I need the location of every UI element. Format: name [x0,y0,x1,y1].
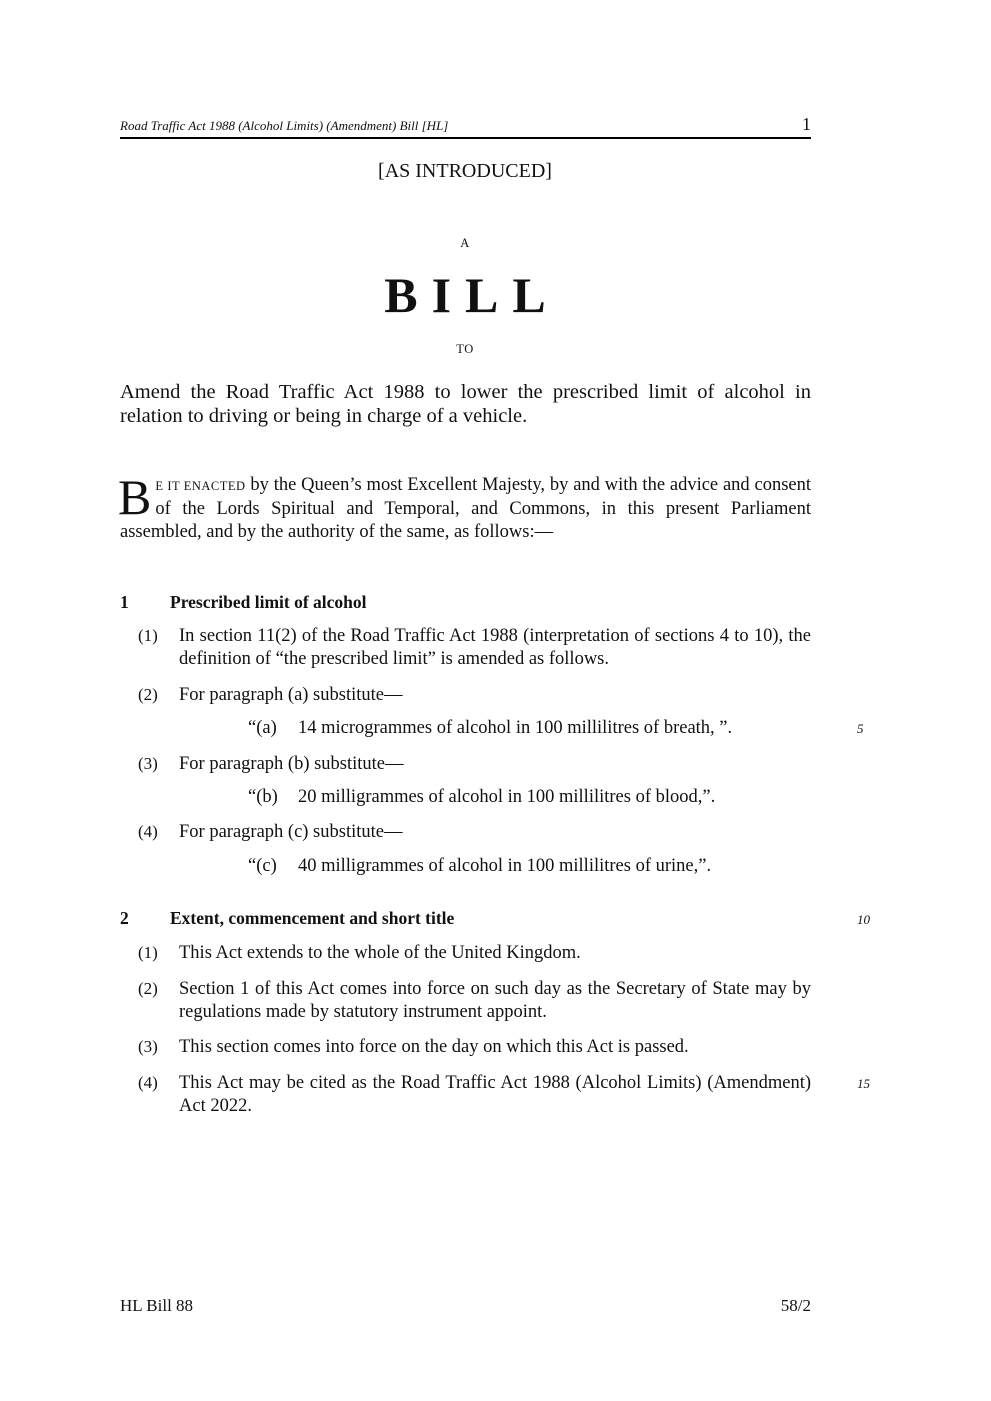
subsection-text: For paragraph (b) substitute— [179,754,404,774]
title-a: A [460,236,470,250]
subsection-number: (4) [138,1073,158,1092]
drop-cap: B [118,469,152,525]
section-2-heading: Extent, commencement and short title [170,908,455,928]
quoted-text: 40 milligrammes of alcohol in 100 millilitres of urine,”. [298,856,712,876]
enacting-small-caps: E IT ENACTED [155,479,246,493]
header-rule [120,137,811,139]
quote-label: “(b) [248,787,278,807]
line-number: 10 [857,912,870,927]
subsection-text: This section comes into force on the day on which this Act is passed. [179,1037,689,1057]
subsection-text: This Act may be cited as the Road Traffic Act 1988 (Alcohol Limits) (Amendment) Act 2022. [179,1073,811,1116]
section-1-heading: Prescribed limit of alcohol [170,592,367,612]
subsection-number: (4) [138,822,158,841]
subsection-number: (1) [138,626,158,645]
running-header: Road Traffic Act 1988 (Alcohol Limits) (Amendment) Bill [HL] [120,118,449,133]
subsection-number: (2) [138,979,158,998]
subsection-text: Section 1 of this Act comes into force on such day as the Secretary of State may by regulations made by statutory instrument appoint. [179,979,811,1022]
enacting-formula [118,469,811,544]
print-number: 58/2 [780,1296,811,1315]
subsection-text: This Act extends to the whole of the United Kingdom. [179,943,581,963]
title-to: TO [456,342,474,356]
enacting-text: by the Queen’s most Excellent Majesty, by and with the advice and consent of the Lords Spiritual and Temporal, and Commons, in this present Parliament assembled, and by the authority of the same, as follows:— [120,475,811,542]
subsection-number: (2) [138,685,158,704]
bill-reference: HL Bill 88 [120,1296,194,1315]
subsection-number: (1) [138,943,158,962]
quote-label: “(a) [248,718,277,738]
quoted-text: 14 microgrammes of alcohol in 100 millilitres of breath, ”. [298,718,733,738]
subsection-number: (3) [138,1037,158,1056]
section-1-number: 1 [120,592,129,612]
subsection-number: (3) [138,754,158,773]
line-number: 5 [857,721,864,736]
long-title: Amend the Road Traffic Act 1988 to lower the prescribed limit of alcohol in relation to driving or being in charge of a vehicle. [120,381,811,427]
quoted-text: 20 milligrammes of alcohol in 100 millilitres of blood,”. [298,787,716,807]
subsection-text: In section 11(2) of the Road Traffic Act 1988 (interpretation of sections 4 to 10), the definition of “the prescribed limit” is amended as follows. [179,626,811,669]
subsection-text: For paragraph (c) substitute— [179,822,403,842]
subsection-text: For paragraph (a) substitute— [179,685,403,705]
quote-label: “(c) [248,856,277,876]
section-2-number: 2 [120,908,129,928]
page-number: 1 [802,114,811,134]
bill-title: BILL [384,267,560,323]
line-number: 15 [857,1076,870,1091]
status-label: [AS INTRODUCED] [378,160,552,182]
